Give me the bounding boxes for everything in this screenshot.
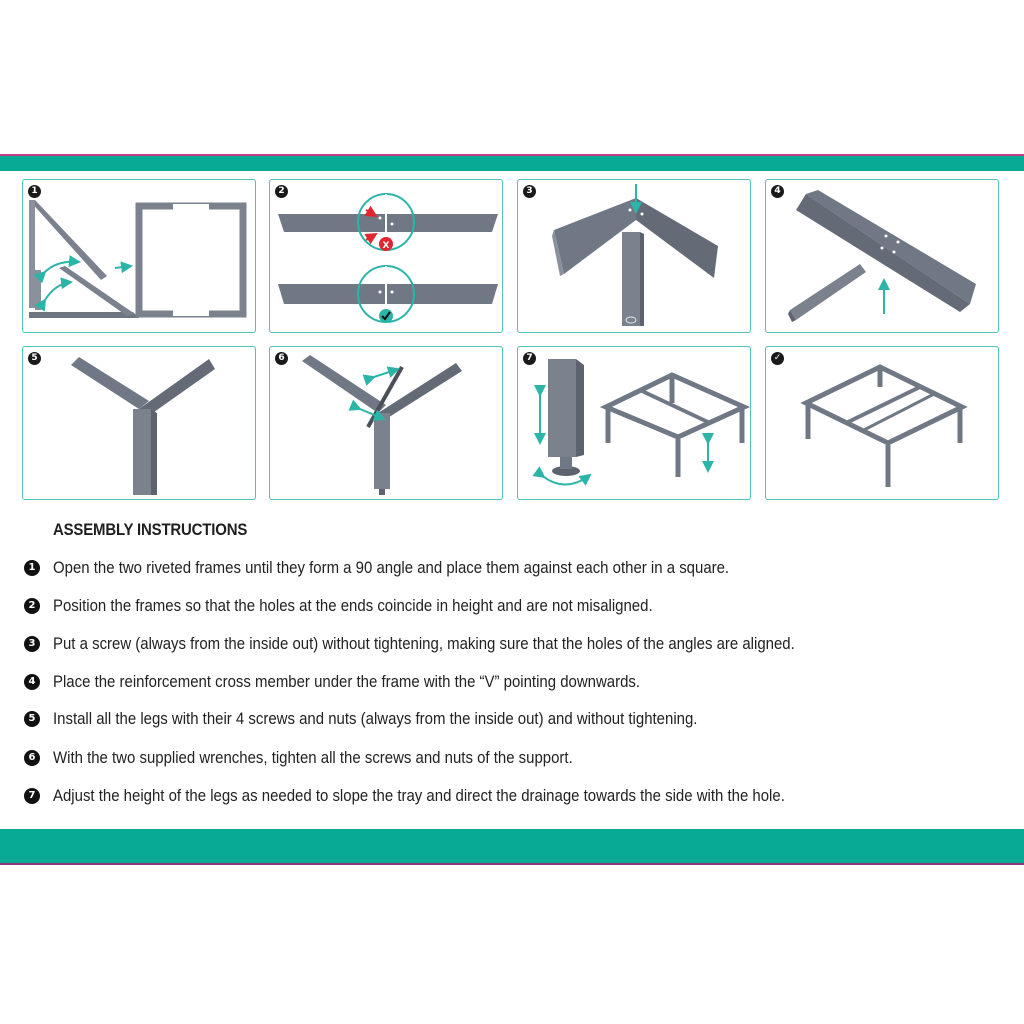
svg-text:X: X (382, 241, 390, 251)
panel-step-6 (269, 346, 503, 500)
step-text: Open the two riveted frames until they form a 90 angle and place them against each other in a square. (53, 558, 730, 577)
step-badge: ✓ (771, 352, 784, 365)
instruction-step (24, 785, 885, 807)
step-number-icon: 1 (24, 560, 40, 576)
align-holes-illustration (270, 180, 504, 334)
step-text: Put a screw (always from the inside out) without tightening, making sure that the holes of the angles are aligned. (53, 634, 795, 653)
panel-finished (765, 346, 999, 500)
panel-step-2 (269, 179, 503, 333)
instruction-step (24, 595, 734, 617)
panel-step-5 (22, 346, 256, 500)
cross-member-illustration (766, 180, 1000, 334)
instruction-step (24, 557, 821, 579)
step-text: Adjust the height of the legs as needed to slope the tray and direct the drainage towards the side with the hole. (53, 786, 785, 805)
panel-step-1 (22, 179, 256, 333)
step-badge: 5 (28, 352, 41, 365)
open-frames-illustration (23, 180, 257, 334)
step-text: Install all the legs with their 4 screws and nuts (always from the inside out) and without tightening. (53, 709, 698, 728)
instruction-step (24, 671, 720, 693)
step-badge: 1 (28, 185, 41, 198)
install-leg-illustration (23, 347, 257, 501)
page-title: ASSEMBLY INSTRUCTIONS (53, 520, 248, 539)
step-badge: 3 (523, 185, 536, 198)
step-badge: 7 (523, 352, 536, 365)
step-number-icon: 6 (24, 750, 40, 766)
step-text: Place the reinforcement cross member under the frame with the “V” pointing downwards. (53, 672, 641, 691)
adjust-height-illustration (518, 347, 752, 501)
step-text: With the two supplied wrenches, tighten all the screws and nuts of the support. (53, 748, 573, 767)
step-number-icon: 4 (24, 674, 40, 690)
step-badge: 2 (275, 185, 288, 198)
panel-step-4 (765, 179, 999, 333)
step-number-icon: 7 (24, 788, 40, 804)
panel-step-3 (517, 179, 751, 333)
top-accent-band (0, 154, 1024, 171)
finished-support-illustration (766, 347, 1000, 501)
step-text: Position the frames so that the holes at the ends coincide in height and are not misaligned. (53, 596, 653, 615)
step-number-icon: 5 (24, 711, 40, 727)
step-badge: 4 (771, 185, 784, 198)
instruction-step (24, 633, 896, 655)
panel-step-7 (517, 346, 751, 500)
screw-corner-illustration (518, 180, 752, 334)
instruction-step (24, 747, 644, 769)
step-badge: 6 (275, 352, 288, 365)
instruction-step (24, 708, 785, 730)
step-number-icon: 3 (24, 636, 40, 652)
step-number-icon: 2 (24, 598, 40, 614)
tighten-wrench-illustration (270, 347, 504, 501)
bottom-accent-band (0, 829, 1024, 865)
